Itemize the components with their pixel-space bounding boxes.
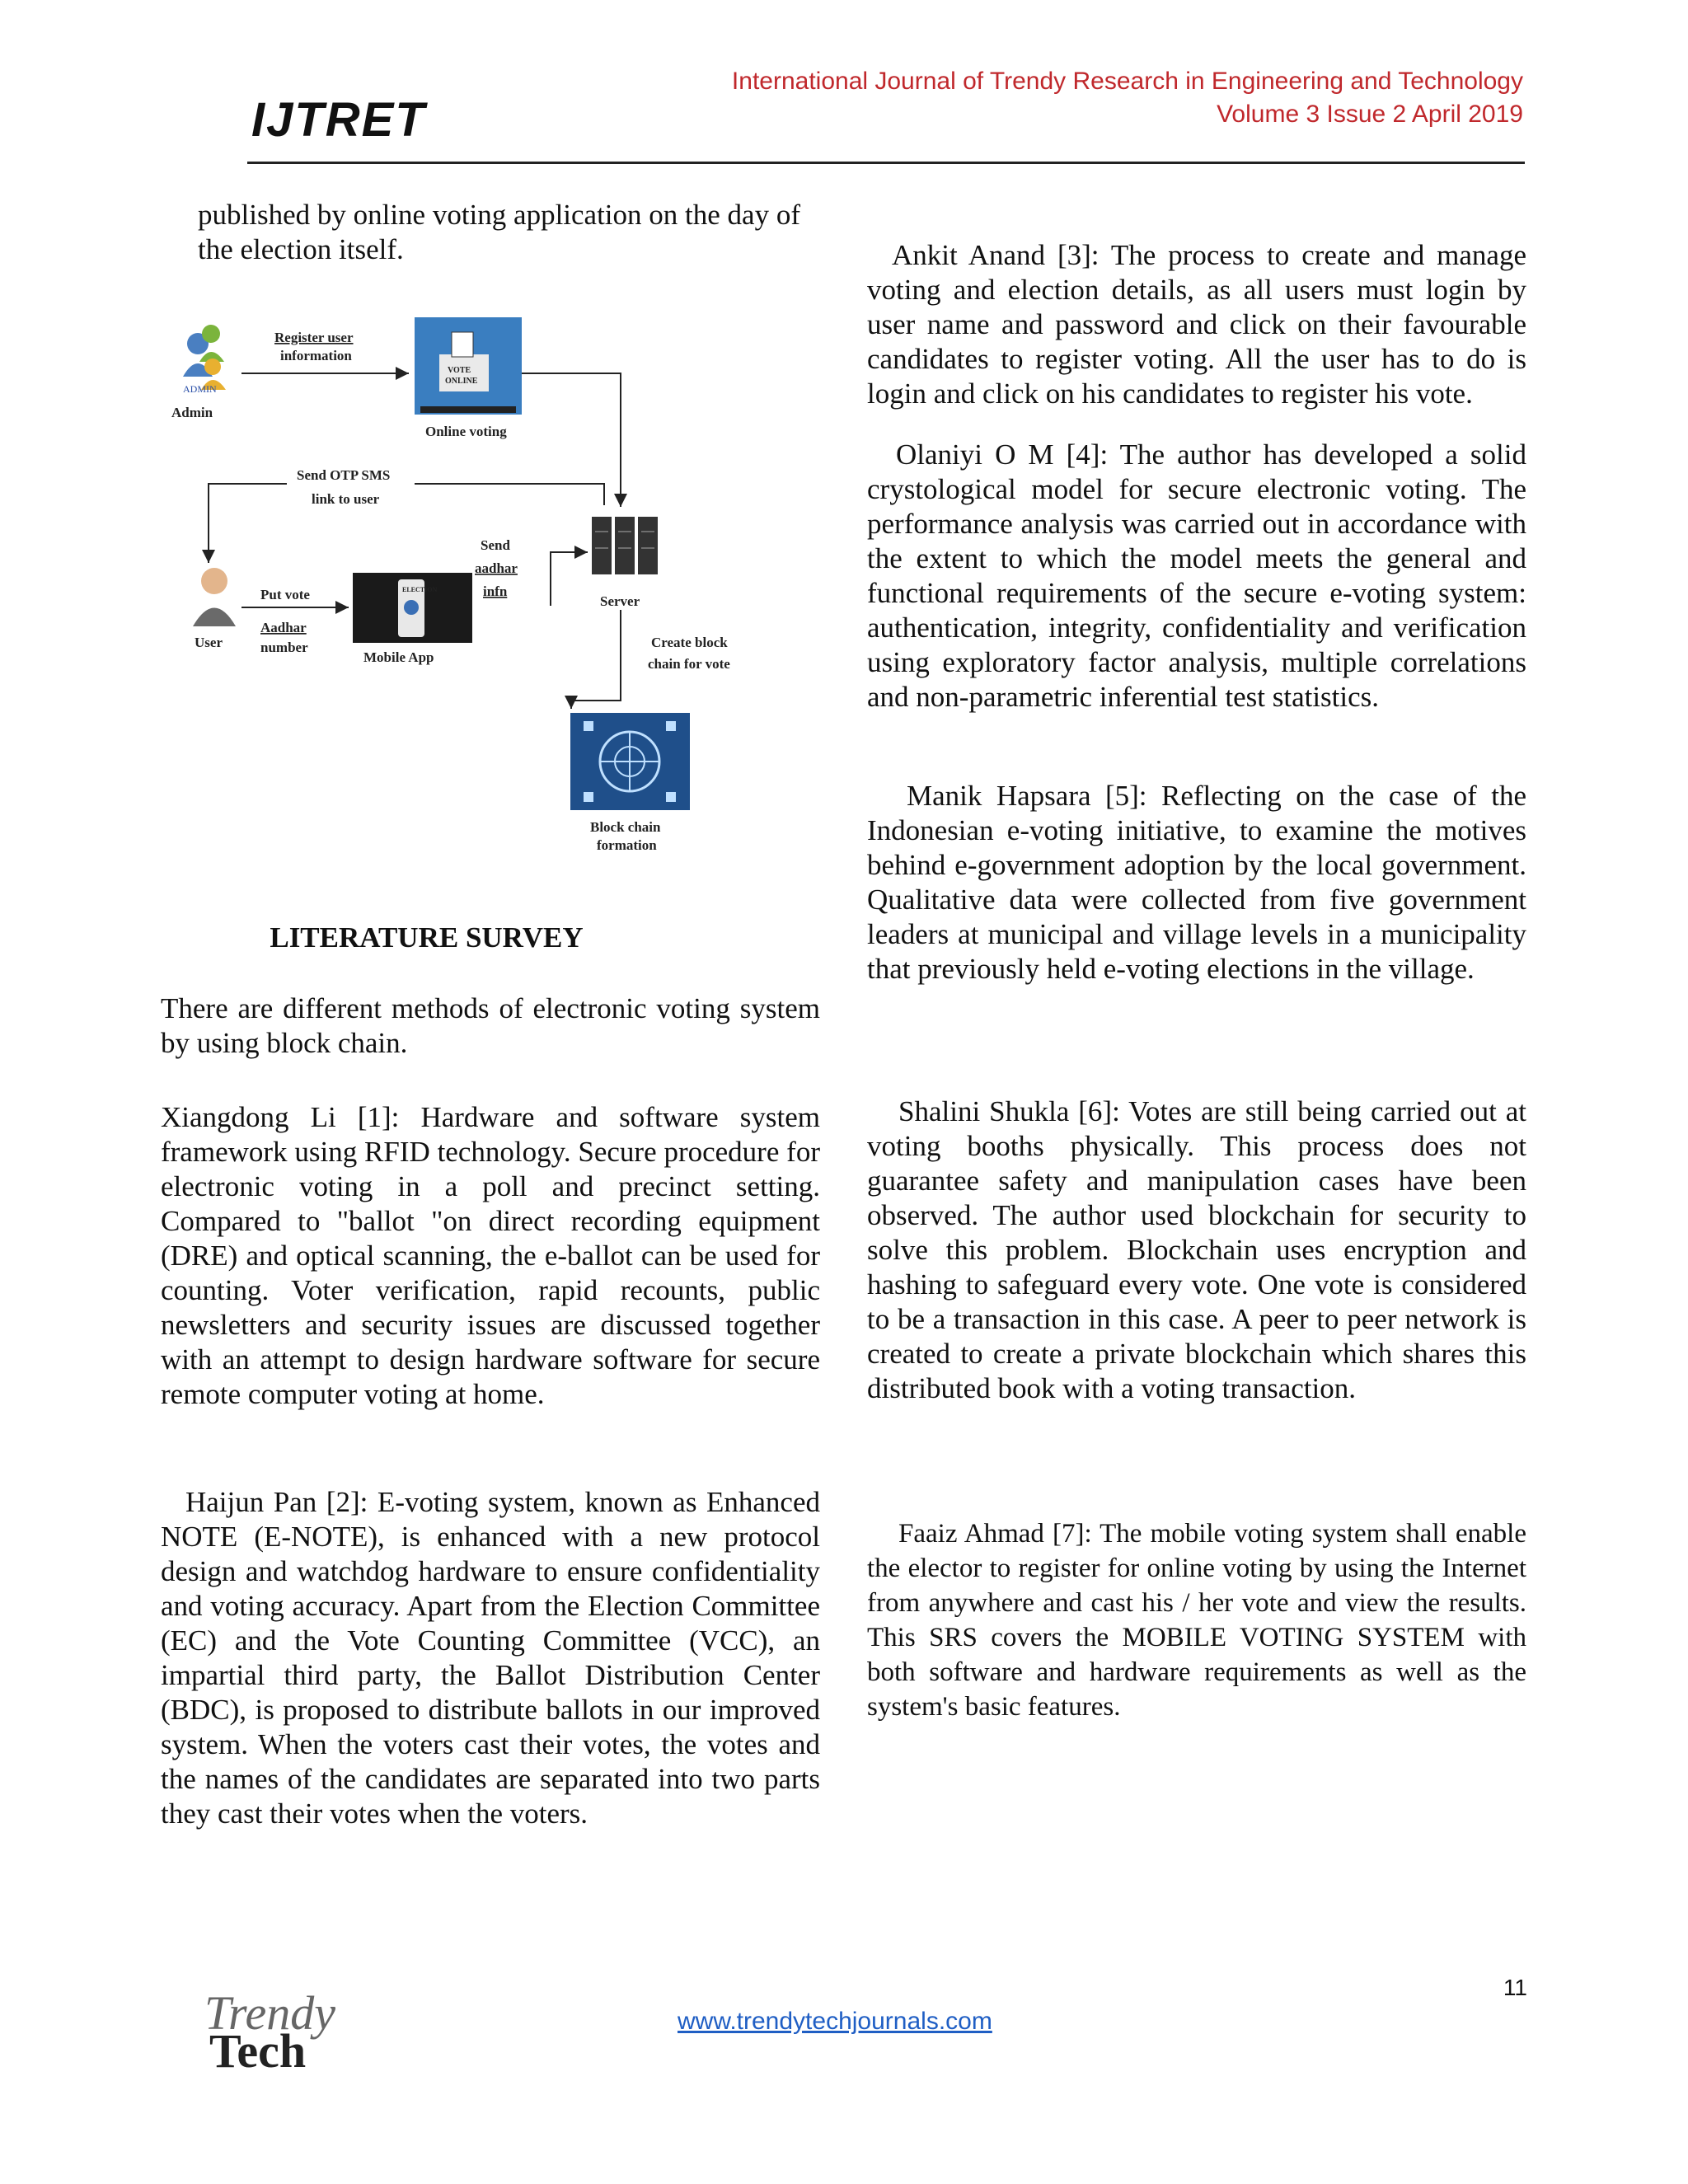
trendy-tech-logo bbox=[204, 1986, 335, 2078]
section-heading: LITERATURE SURVEY bbox=[270, 921, 584, 954]
vote-label-2: ONLINE bbox=[445, 377, 478, 386]
register-label-2: information bbox=[280, 348, 352, 363]
header-divider bbox=[247, 162, 1525, 164]
left-text-2: Xiangdong Li [1]: Hardware and software system framework using RFID technology. Secure procedure for electronic voting in a poll and precinct setting. Compared to "ballot "on direct recording equipment (DRE) and optical scanning, the e-ballot can be used for counting. Voter verification, rapid recounts, public newsletters and security issues are discussed together with an attempt to design hardware software for secure remote computer voting at home. bbox=[161, 1101, 820, 1410]
user-label: User bbox=[195, 635, 223, 650]
online-to-server-line bbox=[522, 373, 621, 507]
intro-text: published by online voting application on the day of the election itself. bbox=[198, 199, 800, 265]
journal-title: International Journal of Trendy Research in Engineering and Technology bbox=[731, 68, 1523, 95]
block-label-1: Block chain bbox=[590, 819, 661, 835]
otp-label-2: link to user bbox=[312, 491, 380, 507]
mobile-app-icon bbox=[353, 573, 472, 643]
blockchain-icon bbox=[570, 713, 690, 810]
user-icon bbox=[193, 568, 236, 626]
create-block-arrow bbox=[571, 610, 621, 709]
left-paragraph-2 bbox=[161, 1100, 820, 1412]
right-paragraph-5 bbox=[867, 1516, 1526, 1724]
otp-label-1: Send OTP SMS bbox=[297, 467, 391, 483]
online-voting-label: Online voting bbox=[425, 424, 507, 439]
admin-badge: ADMIN bbox=[183, 383, 217, 395]
send-label-3: infn bbox=[483, 583, 508, 599]
left-text-3: Haijun Pan [2]: E-voting system, known as Enhanced NOTE (E-NOTE), is enhanced with a new protocol design and watchdog hardware to ensure confidentiality and voting accuracy. Apart from the Election Committee (EC) and the Vote Counting Committee (VCC), an impartial third party, the Ballot Distribution Center (BDC), is proposed to distribute ballots in our improved system. When the voters cast their votes, the votes and the names of the candidates are separated into two parts they cast their votes when the voters. bbox=[161, 1486, 820, 1830]
journal-issue: Volume 3 Issue 2 April 2019 bbox=[1217, 101, 1523, 128]
logo-top-text: Trendy bbox=[204, 1986, 335, 2040]
right-text-5: Faaiz Ahmad [7]: The mobile voting system shall enable the elector to register for online voting by using the Internet from anywhere and cast his / her vote and view the results. This SRS covers the MOBILE VOTING SYSTEM with both software and hardware requirements as well as the system's basic features. bbox=[867, 1519, 1526, 1722]
right-text-2: Olaniyi O M [4]: The author has developed a solid crystological model for secure electronic voting. The performance analysis was carried out in accordance with the extent to which the model meets the general and functional requirements of the secure e-voting system: authentication, integrity, confidentiality and verification using exploratory factor analysis, multiple correlations and non-parametric inferential test statistics. bbox=[867, 438, 1526, 713]
admin-icon bbox=[183, 325, 226, 390]
right-paragraph-3 bbox=[867, 779, 1526, 987]
right-text-1: Ankit Anand [3]: The process to create and manage voting and election details, as all users must login by user name and password and click on their favourable candidates to register voting. All the user has to do is login and click on his candidates to register his vote. bbox=[867, 239, 1526, 410]
vote-label-1: VOTE bbox=[448, 366, 471, 375]
right-paragraph-1 bbox=[867, 238, 1526, 411]
otp-arrow bbox=[209, 484, 287, 563]
journal-logo: IJTRET bbox=[251, 93, 426, 147]
left-paragraph-1 bbox=[161, 991, 820, 1061]
right-paragraph-2 bbox=[867, 438, 1526, 715]
create-label-1: Create block bbox=[651, 635, 728, 650]
admin-label: Admin bbox=[171, 405, 213, 420]
logo-bottom-text: Tech bbox=[209, 2024, 307, 2078]
mobile-app-label: Mobile App bbox=[363, 649, 434, 665]
intro-paragraph bbox=[198, 198, 820, 267]
left-text-1: There are different methods of electronic voting system by using block chain. bbox=[161, 992, 820, 1059]
send-label-2: aadhar bbox=[475, 560, 518, 576]
journal-website-link[interactable]: www.trendytechjournals.com bbox=[678, 2008, 992, 2035]
put-vote-label: Put vote bbox=[260, 587, 310, 602]
block-label-2: formation bbox=[597, 837, 657, 853]
aadhar-label-1: Aadhar bbox=[260, 620, 307, 635]
right-paragraph-4 bbox=[867, 1094, 1526, 1406]
register-label-1: Register user bbox=[274, 330, 354, 345]
aadhar-label-2: number bbox=[260, 640, 308, 655]
otp-line-server bbox=[415, 484, 604, 505]
server-label: Server bbox=[600, 593, 640, 609]
create-label-2: chain for vote bbox=[648, 656, 730, 672]
send-label-1: Send bbox=[481, 537, 510, 553]
server-icon bbox=[592, 517, 658, 574]
right-text-3: Manik Hapsara [5]: Reflecting on the case of the Indonesian e-voting initiative, to examine the motives behind e-government adoption by the local government. Qualitative data were collected from five government leaders at municipal and village levels in a municipality that previously held e-voting elections in the village. bbox=[867, 780, 1526, 985]
election-label: ELECTION bbox=[402, 586, 438, 593]
page-number: 11 bbox=[1503, 1975, 1527, 2000]
right-text-4: Shalini Shukla [6]: Votes are still being carried out at voting booths physically. This process does not guarantee safety and manipulation cases have been observed. The author used blockchain for security to solve this problem. Blockchain uses encryption and hashing to safeguard every vote. One vote is considered to be a transaction in this case. A peer to peer network is created to create a private blockchain which shares this distributed book with a voting transaction. bbox=[867, 1095, 1526, 1404]
aadhar-arrow bbox=[551, 552, 588, 606]
diagram-svg bbox=[163, 301, 806, 861]
voting-system-diagram bbox=[163, 301, 806, 861]
left-paragraph-3 bbox=[161, 1485, 820, 1831]
